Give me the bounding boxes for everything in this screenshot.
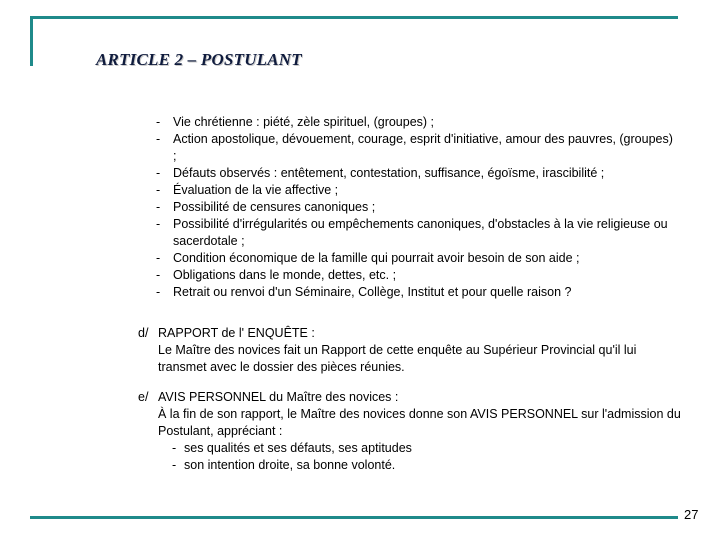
section-letter: d/ <box>138 326 149 340</box>
list-item: - Possibilité d'irrégularités ou empêchements canoniques, d'obstacles à la vie religieuse ou sacerdotale ; <box>156 216 676 250</box>
section-body-text: À la fin de son rapport, le Maître des novices donne son AVIS PERSONNEL sur l'admission du Postulant, appréciant : <box>158 407 681 438</box>
list-item: - Vie chrétienne : piété, zèle spirituel, (groupes) ; <box>156 114 676 131</box>
section-heading-text: RAPPORT de l' ENQUÊTE : <box>158 326 315 340</box>
list-item: - Possibilité de censures canoniques ; <box>156 199 676 216</box>
list-item: - Évaluation de la vie affective ; <box>156 182 676 199</box>
appreciation-list <box>158 440 683 474</box>
top-border-line <box>30 16 678 19</box>
criteria-list <box>156 114 676 301</box>
list-item: - ses qualités et ses défauts, ses aptitudes <box>172 440 683 457</box>
list-item: - Condition économique de la famille qui pourrait avoir besoin de son aide ; <box>156 250 676 267</box>
section-heading <box>138 389 683 406</box>
section-body <box>138 406 683 474</box>
slide-title: ARTICLE 2 – POSTULANT <box>96 50 302 69</box>
list-item: - Défauts observés : entêtement, contestation, suffisance, égoïsme, irascibilité ; <box>156 165 676 182</box>
list-item: - Action apostolique, dévouement, courage, esprit d'initiative, amour des pauvres, (groupes) ; <box>156 131 676 165</box>
list-item: - Obligations dans le monde, dettes, etc. ; <box>156 267 676 284</box>
left-border-line <box>30 16 33 66</box>
section-heading-text: AVIS PERSONNEL du Maître des novices : <box>158 390 399 404</box>
page-number: 27 <box>684 507 699 522</box>
list-item: - Retrait ou renvoi d'un Séminaire, Collège, Institut et pour quelle raison ? <box>156 284 676 301</box>
bottom-border-line <box>30 516 678 519</box>
section-heading <box>138 325 683 342</box>
section-body: Le Maître des novices fait un Rapport de cette enquête au Supérieur Provincial qu'il lui transmet avec le dossier des pièces réunies. <box>158 343 637 374</box>
list-item: - son intention droite, sa bonne volonté. <box>172 457 683 474</box>
section-rapport <box>138 325 683 376</box>
section-letter: e/ <box>138 390 149 404</box>
section-avis-personnel <box>138 389 683 474</box>
